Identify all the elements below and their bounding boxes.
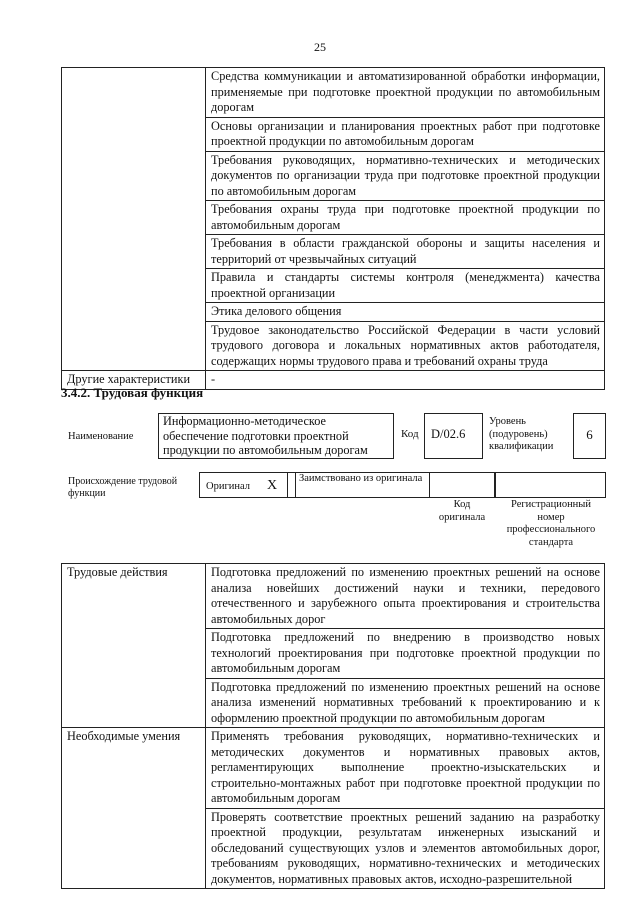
code-label: Код <box>401 428 419 440</box>
row-content-cell: Основы организации и планирования проектных работ при подготовке проектной продукции по автомобильным дорогам <box>206 117 605 151</box>
name-label: Наименование <box>68 431 134 442</box>
row-label-cell: Трудовые действия <box>62 564 206 728</box>
origin-label: Происхождение трудовой функции <box>68 476 178 499</box>
origin-code-label: Код оригинала <box>438 499 486 523</box>
row-content-cell: Применять требования руководящих, нормативно-технических и методических документов и нормативных правовых актов, регламентирующих выполнение проектно-изыскательских и строительно-монтажных работ при подготовке проектной продукции по автомобильным дорогам <box>206 728 605 809</box>
page-number: 25 <box>314 40 326 54</box>
section-heading: 3.4.2. Трудовая функция <box>61 385 204 400</box>
row-content-cell: Средства коммуникации и автоматизированной обработки информации, применяемые при подготовке проектной продукции по автомобильным дорогам <box>206 68 605 118</box>
function-name: Информационно-методическое обеспечение подготовки проектной продукции по автомобильным дорогам <box>163 414 368 457</box>
row-content-cell: Требования охраны труда при подготовке проектной продукции по автомобильным дорогам <box>206 201 605 235</box>
row-content-cell: - <box>206 371 605 390</box>
original-label: Оригинал <box>206 481 250 492</box>
row-content-cell: Требования руководящих, нормативно-технических и методических документов по организации труда при подготовке проектной продукции по автомобильным дорогам <box>206 151 605 201</box>
borrowed-label: Заимствовано из оригинала <box>299 473 423 484</box>
row-content-cell: Подготовка предложений по изменению проектных решений на основе анализа изменений нормативных требований к проектированию и к оформлению проектной продукции по автомобильным дорогам <box>206 678 605 728</box>
row-content-cell: Правила и стандарты системы контроля (менеджмента) качества проектной организации <box>206 269 605 303</box>
table-row <box>62 68 605 118</box>
reg-number-label: Регистрационный номер профессионального стандарта <box>506 499 596 548</box>
table-row <box>62 564 605 629</box>
level-value: 6 <box>586 427 593 442</box>
row-label-cell <box>62 68 206 371</box>
row-content-cell: Этика делового общения <box>206 303 605 322</box>
function-code: D/02.6 <box>431 427 466 441</box>
knowledge-table <box>61 67 605 390</box>
row-label-cell: Другие характеристики <box>62 371 206 390</box>
table-row <box>62 728 605 809</box>
reg-number-cell <box>495 472 606 498</box>
row-content-cell: Подготовка предложений по изменению проектных решений на основе анализа новейших достижений науки и техники, передового отечественного и зарубежного опыта проектирования и строительства автомобильных дорог <box>206 564 605 629</box>
actions-table <box>61 563 605 889</box>
row-label-cell: Необходимые умения <box>62 728 206 889</box>
row-content-cell: Требования в области гражданской обороны и защиты населения и территорий от чрезвычайных ситуаций <box>206 235 605 269</box>
level-label: Уровень (подуровень) квалификации <box>489 416 554 452</box>
origin-divider <box>287 472 288 498</box>
row-content-cell: Трудовое законодательство Российской Федерации в части условий трудового договора и локальных нормативных актов работодателя, содержащих нормы трудового права и требований охраны труда <box>206 321 605 371</box>
row-content-cell: Подготовка предложений по внедрению в производство новых технологий проектирования при подготовке проектной продукции по автомобильным дорогам <box>206 629 605 679</box>
origin-code-cell <box>429 472 495 498</box>
row-content-cell: Проверять соответствие проектных решений заданию на разработку проектной продукции, результатам инженерных изысканий и обследований существующих узлов и элементов автомобильных дорог, требованиям руководящих, нормативно-технических и методических документов, нормативных правовых актов, исходно-разрешительной <box>206 808 605 889</box>
original-mark: X <box>267 478 278 493</box>
